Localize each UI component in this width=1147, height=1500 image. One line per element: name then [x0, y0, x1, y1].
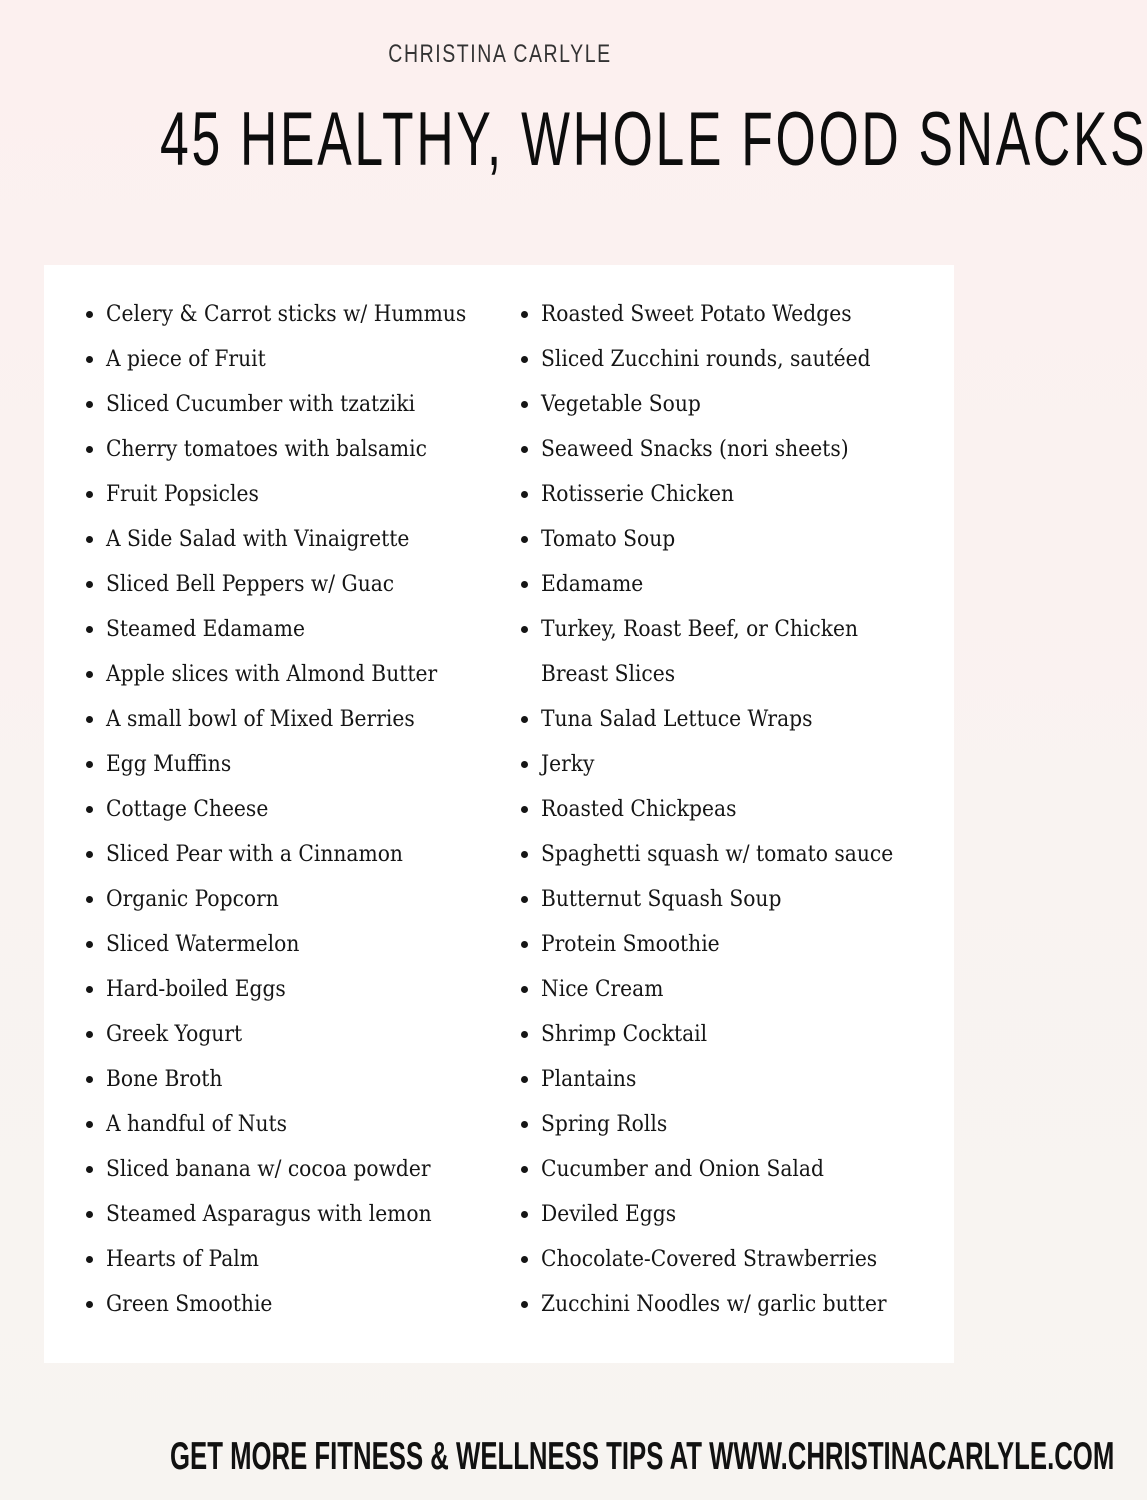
list-item: Apple slices with Almond Butter	[86, 652, 516, 697]
list-item: A Side Salad with Vinaigrette	[86, 517, 516, 562]
list-item: Deviled Eggs	[521, 1192, 941, 1237]
list-item: Cottage Cheese	[86, 787, 516, 832]
list-item: Sliced Zucchini rounds, sautéed	[521, 337, 941, 382]
list-item: Vegetable Soup	[521, 382, 941, 427]
list-item: Spring Rolls	[521, 1102, 941, 1147]
list-item: Jerky	[521, 742, 941, 787]
list-item: Cucumber and Onion Salad	[521, 1147, 941, 1192]
list-item: A handful of Nuts	[86, 1102, 516, 1147]
list-item: Organic Popcorn	[86, 877, 516, 922]
list-item: Edamame	[521, 562, 941, 607]
snack-list-card	[44, 265, 954, 1363]
list-item: Steamed Edamame	[86, 607, 516, 652]
list-item: Celery & Carrot sticks w/ Hummus	[86, 292, 516, 337]
list-item: Butternut Squash Soup	[521, 877, 941, 922]
list-item: Tuna Salad Lettuce Wraps	[521, 697, 941, 742]
list-item: Tomato Soup	[521, 517, 941, 562]
footer-cta: GET MORE FITNESS & WELLNESS TIPS AT WWW.CHRISTINACARLYLE.COM	[170, 1435, 1115, 1478]
list-item: A small bowl of Mixed Berries	[86, 697, 516, 742]
snack-list-right	[521, 292, 941, 1327]
snack-list-left	[86, 292, 516, 1327]
page-title: 45 HEALTHY, WHOLE FOOD SNACKS	[160, 97, 1147, 182]
list-item: Hearts of Palm	[86, 1237, 516, 1282]
list-item: Chocolate-Covered Strawberries	[521, 1237, 941, 1282]
list-item: Plantains	[521, 1057, 941, 1102]
list-item: Spaghetti squash w/ tomato sauce	[521, 832, 941, 877]
list-item: Egg Muffins	[86, 742, 516, 787]
list-item: Nice Cream	[521, 967, 941, 1012]
list-item: Green Smoothie	[86, 1282, 516, 1327]
list-item: Turkey, Roast Beef, or Chicken Breast Slices	[521, 607, 901, 697]
list-item: A piece of Fruit	[86, 337, 516, 382]
list-item: Sliced Pear with a Cinnamon	[86, 832, 516, 877]
list-item: Rotisserie Chicken	[521, 472, 941, 517]
list-item: Zucchini Noodles w/ garlic butter	[521, 1282, 941, 1327]
brand-name: CHRISTINA CARLYLE	[388, 40, 612, 68]
list-item: Cherry tomatoes with balsamic	[86, 427, 516, 472]
list-item: Fruit Popsicles	[86, 472, 516, 517]
list-item: Sliced Cucumber with tzatziki	[86, 382, 516, 427]
list-item: Bone Broth	[86, 1057, 516, 1102]
list-item: Protein Smoothie	[521, 922, 941, 967]
list-item: Sliced Bell Peppers w/ Guac	[86, 562, 516, 607]
list-item: Roasted Chickpeas	[521, 787, 941, 832]
list-item: Sliced Watermelon	[86, 922, 516, 967]
list-item: Steamed Asparagus with lemon	[86, 1192, 516, 1237]
list-item: Roasted Sweet Potato Wedges	[521, 292, 941, 337]
list-item: Seaweed Snacks (nori sheets)	[521, 427, 941, 472]
list-item: Greek Yogurt	[86, 1012, 516, 1057]
list-item: Sliced banana w/ cocoa powder	[86, 1147, 516, 1192]
list-item: Shrimp Cocktail	[521, 1012, 941, 1057]
list-item: Hard-boiled Eggs	[86, 967, 516, 1012]
